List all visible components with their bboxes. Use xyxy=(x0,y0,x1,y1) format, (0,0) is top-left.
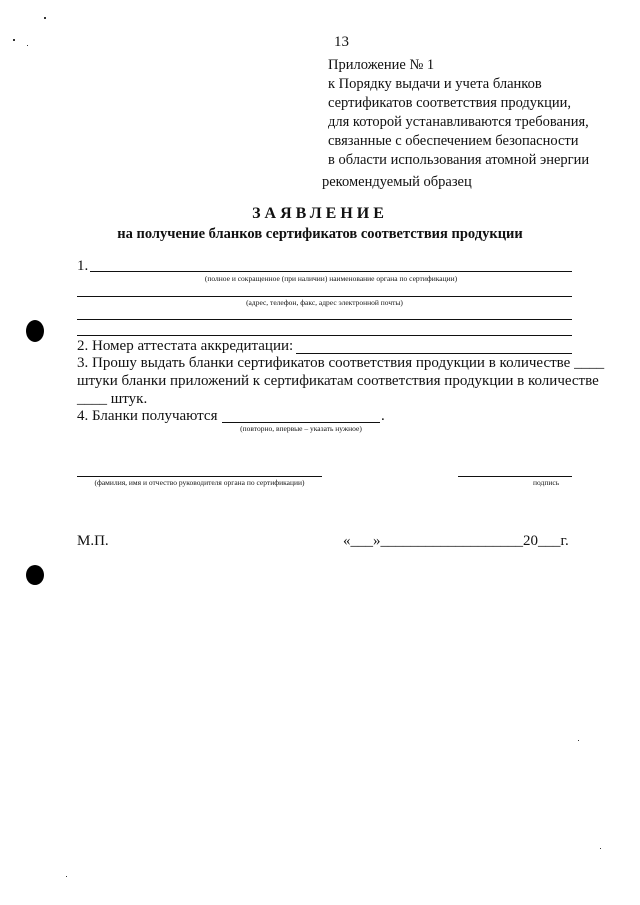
accreditation-label: 2. Номер аттестата аккредитации: xyxy=(77,338,294,354)
scan-speck xyxy=(578,740,579,741)
date-line: «___»___________________20___г. xyxy=(343,533,569,549)
signature-caption: подпись xyxy=(533,478,560,487)
appendix-line: сертификатов соответствия продукции, xyxy=(328,95,571,111)
stamp-label: М.П. xyxy=(77,533,109,549)
forms-received-dot: . xyxy=(381,408,385,424)
organ-name-caption: (полное и сокращенное (при наличии) наименование органа по сертификации) xyxy=(204,274,458,283)
appendix-block xyxy=(328,56,589,170)
scan-speck xyxy=(600,848,601,849)
scan-speck xyxy=(13,39,15,41)
scan-speck xyxy=(44,17,46,19)
address-line-1 xyxy=(77,296,572,297)
appendix-line: к Порядку выдачи и учета бланков xyxy=(328,76,542,92)
page-number: 13 xyxy=(334,34,349,50)
item1-number: 1. xyxy=(77,258,89,274)
signature-line xyxy=(458,476,572,477)
forms-received-line xyxy=(222,422,380,423)
appendix-line: связанные с обеспечением безопасности xyxy=(328,133,579,149)
scan-speck xyxy=(66,876,67,877)
head-name-line xyxy=(77,476,322,477)
head-name-caption: (фамилия, имя и отчество руководителя органа по сертификации) xyxy=(94,478,305,487)
document-title: ЗАЯВЛЕНИЕ xyxy=(252,205,388,222)
address-caption: (адрес, телефон, факс, адрес электронной почты) xyxy=(246,298,403,307)
scan-speck xyxy=(27,45,28,46)
forms-received-caption: (повторно, впервые – указать нужное) xyxy=(240,424,362,433)
organ-name-line xyxy=(90,271,572,272)
document-subtitle: на получение бланков сертификатов соответствия продукции xyxy=(117,226,523,242)
request-line-2: штуки бланки приложений к сертификатам соответствия продукции в количестве xyxy=(77,373,599,389)
request-line-3: ____ штук. xyxy=(77,391,148,407)
punch-hole xyxy=(26,565,44,585)
appendix-line: для которой устанавливаются требования, xyxy=(328,114,589,130)
accreditation-line xyxy=(296,353,572,354)
forms-received-label: 4. Бланки получаются xyxy=(77,408,218,424)
address-line-3 xyxy=(77,335,572,336)
address-line-2 xyxy=(77,319,572,320)
appendix-line: Приложение № 1 xyxy=(328,57,435,73)
appendix-line: в области использования атомной энергии xyxy=(328,152,590,168)
request-line-1: 3. Прошу выдать бланки сертификатов соответствия продукции в количестве ____ xyxy=(77,355,605,371)
punch-hole xyxy=(26,320,44,342)
sample-label: рекомендуемый образец xyxy=(322,174,472,190)
